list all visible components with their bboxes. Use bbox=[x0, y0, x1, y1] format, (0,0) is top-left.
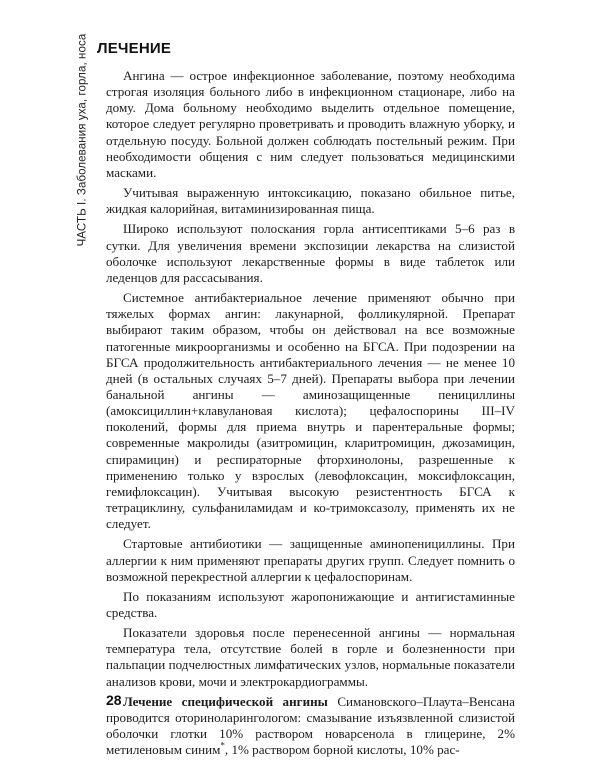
paragraph-gargling: Широко используют полоскания горла антисептиками 5–6 раз в сутки. Для увеличения времени экспозиции лекарства на слизистой оболочке используют лекарственные формы в виде таблеток или леденцов для рассасывания. bbox=[106, 221, 515, 285]
bold-lead: Лечение специфической ангины bbox=[123, 693, 328, 709]
body-text bbox=[106, 68, 515, 762]
paragraph-starting-antibiotics: Стартовые антибиотики — защищенные аминопенициллины. При аллергии к ним применяют препараты других групп. Следует помнить о возможной перекрестной аллергии к цефалоспоринам. bbox=[106, 536, 515, 584]
footnote-marker: * bbox=[220, 740, 225, 751]
paragraph-nutrition: Учитывая выраженную интоксикацию, показано обильное питье, жидкая калорийная, витаминизированная пища. bbox=[106, 185, 515, 217]
running-head bbox=[74, 20, 90, 260]
page-number: 28 bbox=[106, 692, 122, 708]
section-title: ЛЕЧЕНИЕ bbox=[97, 40, 172, 57]
specific-angina-text-end: , 1% раствором борной кислоты, 10% рас- bbox=[224, 742, 460, 758]
paragraph-specific-angina bbox=[106, 694, 515, 759]
specific-angina-text: Симановского–Плаута–Венсана проводится оториноларингологом: смазывание изъязвленной слизистой оболочки глотки 10% раствором новарсенола в глицерине, 2% метиленовым синим bbox=[106, 693, 515, 758]
paragraph-health-indicators: Показатели здоровья после перенесенной ангины — нормальная температура тела, отсутствие болей в горле и болезненности при пальпации подчелюстных лимфатических узлов, нормальные показатели анализов крови, мочи и электрокардиограммы. bbox=[106, 625, 515, 689]
paragraph-antibacterial: Системное антибактериальное лечение применяют обычно при тяжелых формах ангин: лакунарной, фолликулярной. Препарат выбирают таким образом, чтобы он действовал на все возможные патогенные микроорганизмы и особенно на БГСА. При подозрении на БГСА продолжительность антибактериального лечения — не менее 10 дней (в остальных случаях 5–7 дней). Препараты выбора при лечении банальной ангины — аминозащищенные пенициллины (амоксициллин+клавулановая кислота); цефалоспорины III–IV поколений, формы для приема внутрь и парентеральные формы; современные макролиды (азитромицин, кларитромицин, джозамицин, спирамицин) и респираторные фторхинолоны, разрешенные к применению только у взрослых (левофлоксацин, моксифлоксацин, гемифлоксацин). Учитывая высокую резистентность БГСА к тетрациклину, сульфаниламидам и ко-тримоксазолу, применять их не следует. bbox=[106, 290, 515, 532]
running-head-text: ЧАСТЬ I. Заболевания уха, горла, носа bbox=[76, 33, 89, 247]
paragraph-antipyretics: По показаниям используют жаропонижающие и антигистаминные средства. bbox=[106, 588, 515, 620]
paragraph-isolation: Ангина — острое инфекционное заболевание, поэтому необходима строгая изоляция больного либо в инфекционном стационаре, либо на дому. Дома больному необходимо выделить отдельное помещение, которое следует регулярно проветривать и проводить влажную уборку, и отдельную посуду. Больной должен соблюдать постельный режим. При необходимости общения с ним следует пользоваться медицинскими масками. bbox=[106, 68, 515, 180]
